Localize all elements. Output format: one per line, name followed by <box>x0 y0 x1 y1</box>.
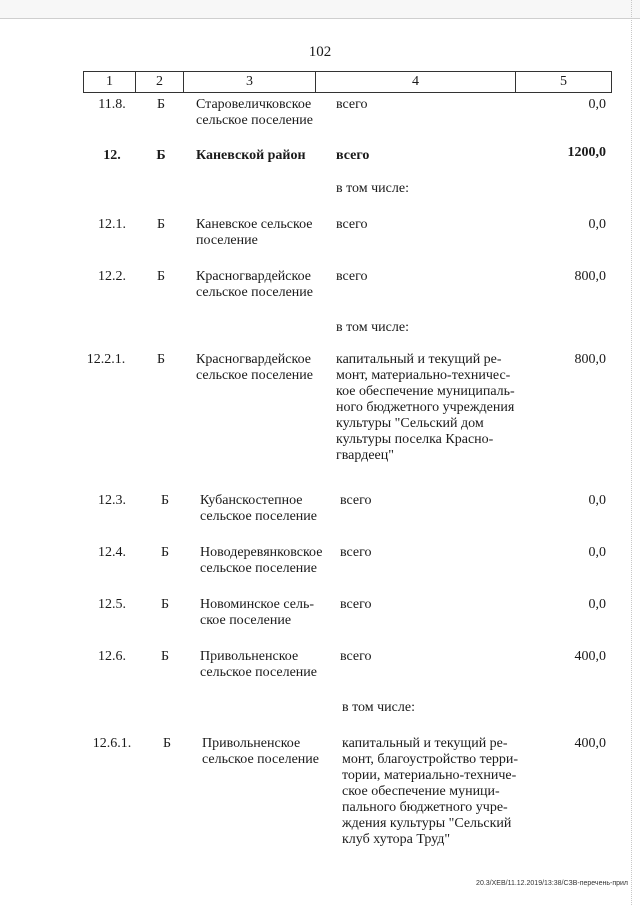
row-purpose: всего <box>340 649 372 664</box>
page-number: 102 <box>308 44 332 60</box>
scan-right-edge <box>631 0 640 905</box>
row-name-line: сельское поселение <box>196 368 313 383</box>
row-purpose: всего <box>336 97 368 112</box>
row-name-line: Каневское сельское <box>196 217 313 232</box>
row-name-line: поселение <box>196 233 258 248</box>
row-name-line: Привольненское <box>202 736 301 751</box>
row-name <box>196 269 330 301</box>
subheader-including: в том числе: <box>336 320 409 335</box>
row-name-line: сельское поселение <box>196 285 313 300</box>
row-number: 12.6. <box>98 649 126 664</box>
row-type: Б <box>156 148 166 163</box>
row-amount: 1200,0 <box>567 145 606 160</box>
row-name-line: Старовеличковское <box>196 97 312 112</box>
row-amount: 0,0 <box>588 97 606 112</box>
row-purpose <box>336 352 526 464</box>
header-col-3: 3 <box>184 72 316 93</box>
row-name <box>200 493 334 525</box>
row-amount: 800,0 <box>574 269 606 284</box>
row-type: Б <box>160 597 170 612</box>
row-purpose: всего <box>336 148 370 163</box>
header-col-2: 2 <box>136 72 184 93</box>
row-purpose-line: кое обеспечение муниципаль- <box>336 384 515 399</box>
row-purpose: всего <box>340 493 372 508</box>
row-name <box>196 217 330 249</box>
footer-stamp: 20.3/XEB/11.12.2019/13:38/СЗВ-перечень-прил <box>476 880 628 887</box>
row-name-line: Новоминское сель- <box>200 597 315 612</box>
row-type: Б <box>160 493 170 508</box>
row-type: Б <box>160 545 170 560</box>
row-name-line: Кубанскостепное <box>200 493 303 508</box>
row-purpose-line: ское обеспечение муници- <box>342 784 500 799</box>
row-amount: 400,0 <box>574 736 606 751</box>
row-purpose-line: клуб хутора Труд" <box>342 832 451 847</box>
row-name-line: сельское поселение <box>200 665 317 680</box>
row-name <box>196 97 330 129</box>
row-purpose-line: тории, материально-техниче- <box>342 768 517 783</box>
row-number: 12.6.1. <box>92 736 132 751</box>
row-number: 12.3. <box>98 493 126 508</box>
row-purpose: всего <box>336 269 368 284</box>
row-name <box>200 545 334 577</box>
row-purpose-line: монт, материально-техничес- <box>336 368 511 383</box>
row-type: Б <box>156 217 166 232</box>
subheader-including: в том числе: <box>336 181 409 196</box>
row-name <box>202 736 336 768</box>
table-header <box>83 71 612 93</box>
row-purpose: всего <box>336 217 368 232</box>
row-amount: 0,0 <box>588 493 606 508</box>
row-number: 12.4. <box>98 545 126 560</box>
row-name-line: ское поселение <box>200 613 292 628</box>
row-purpose-line: капитальный и текущий ре- <box>342 736 508 751</box>
row-number: 12.1. <box>98 217 126 232</box>
row-name-line: Красногвардейское <box>196 269 311 284</box>
header-col-5: 5 <box>516 72 612 93</box>
row-name-line: сельское поселение <box>196 113 313 128</box>
row-purpose-line: пального бюджетного учре- <box>342 800 508 815</box>
row-number: 12.2. <box>98 269 126 284</box>
row-amount: 800,0 <box>574 352 606 367</box>
row-name-line: сельское поселение <box>200 561 317 576</box>
row-purpose: всего <box>340 597 372 612</box>
subheader-including: в том числе: <box>342 700 415 715</box>
row-name-line: сельское поселение <box>202 752 319 767</box>
row-amount: 0,0 <box>588 545 606 560</box>
row-name: Каневской район <box>196 148 306 163</box>
row-purpose: всего <box>340 545 372 560</box>
row-type: Б <box>156 269 166 284</box>
row-number: 12.5. <box>98 597 126 612</box>
row-purpose-line: капитальный и текущий ре- <box>336 352 502 367</box>
row-name <box>196 352 330 384</box>
row-purpose-line: культуры "Сельский дом <box>336 416 484 431</box>
row-purpose <box>342 736 532 848</box>
row-type: Б <box>160 649 170 664</box>
row-type: Б <box>156 352 166 367</box>
row-amount: 0,0 <box>588 217 606 232</box>
row-name-line: Красногвардейское <box>196 352 311 367</box>
row-name <box>200 649 334 681</box>
row-number: 12.2.1. <box>86 352 126 367</box>
row-name-line: сельское поселение <box>200 509 317 524</box>
row-amount: 400,0 <box>574 649 606 664</box>
row-purpose-line: ждения культуры "Сельский <box>342 816 512 831</box>
row-purpose-line: ного бюджетного учреждения <box>336 400 515 415</box>
row-name <box>200 597 334 629</box>
scan-top-edge <box>0 0 640 19</box>
header-col-4: 4 <box>316 72 516 93</box>
row-purpose-line: монт, благоустройство терри- <box>342 752 519 767</box>
row-type: Б <box>156 97 166 112</box>
header-col-1: 1 <box>84 72 136 93</box>
row-number: 11.8. <box>98 97 126 112</box>
row-name-line: Новодеревянковское <box>200 545 323 560</box>
row-number: 12. <box>103 148 121 163</box>
row-purpose-line: культуры поселка Красно- <box>336 432 494 447</box>
row-amount: 0,0 <box>588 597 606 612</box>
row-type: Б <box>162 736 172 751</box>
row-name-line: Привольненское <box>200 649 299 664</box>
row-purpose-line: гвардеец" <box>336 448 394 463</box>
